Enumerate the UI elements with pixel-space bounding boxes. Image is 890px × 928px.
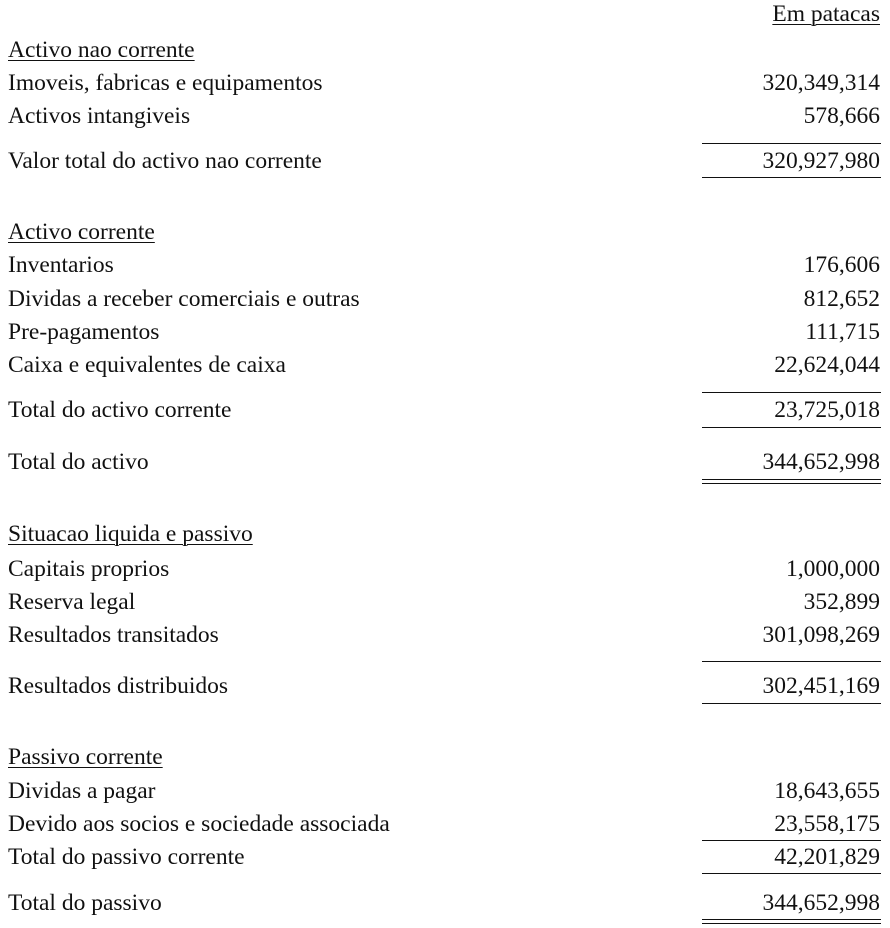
- subtotal-value: 320,927,980: [762, 148, 880, 174]
- subtotal-label: Resultados distribuidos: [8, 673, 228, 699]
- section-heading-current-assets: Activo corrente: [8, 219, 155, 245]
- line-item-label: Dividas a receber comerciais e outras: [8, 286, 360, 312]
- line-item-value: 176,606: [803, 252, 880, 278]
- subtotal-label: Total do passivo corrente: [8, 844, 245, 870]
- subtotal-value: 42,201,829: [774, 844, 880, 870]
- subtotal-rule: [702, 840, 881, 841]
- line-item-value: 301,098,269: [762, 622, 880, 648]
- line-item-value: 812,652: [803, 286, 880, 312]
- total-liabilities-value: 344,652,998: [762, 890, 880, 916]
- double-underline: [702, 479, 881, 484]
- line-item-label: Resultados transitados: [8, 622, 219, 648]
- subtotal-rule: [702, 392, 881, 393]
- total-liabilities-label: Total do passivo: [8, 890, 162, 916]
- line-item-label: Reserva legal: [8, 589, 136, 615]
- subtotal-rule: [702, 661, 881, 662]
- line-item-label: Pre-pagamentos: [8, 319, 160, 345]
- line-item-value: 111,715: [805, 319, 880, 345]
- line-item-value: 352,899: [803, 589, 880, 615]
- section-heading-non-current-assets: Activo nao corrente: [8, 37, 195, 63]
- total-assets-label: Total do activo: [8, 449, 149, 475]
- total-assets-value: 344,652,998: [762, 449, 880, 475]
- double-underline: [702, 919, 881, 924]
- line-item-value: 320,349,314: [762, 70, 880, 96]
- line-item-label: Capitais proprios: [8, 556, 170, 582]
- line-item-value: 18,643,655: [774, 778, 880, 804]
- subtotal-value: 23,725,018: [774, 397, 880, 423]
- line-item-label: Dividas a pagar: [8, 778, 156, 804]
- line-item-value: 578,666: [803, 103, 880, 129]
- line-item-label: Inventarios: [8, 252, 114, 278]
- subtotal-underline: [702, 703, 881, 704]
- section-heading-equity-liabilities: Situacao liquida e passivo: [8, 521, 253, 547]
- line-item-value: 1,000,000: [786, 556, 880, 582]
- subtotal-rule: [702, 143, 881, 144]
- currency-header: Em patacas: [772, 1, 880, 27]
- subtotal-underline: [702, 177, 881, 178]
- line-item-value: 23,558,175: [774, 811, 880, 837]
- section-heading-current-liabilities: Passivo corrente: [8, 744, 163, 770]
- line-item-label: Activos intangiveis: [8, 103, 191, 129]
- subtotal-value: 302,451,169: [762, 673, 880, 699]
- subtotal-label: Total do activo corrente: [8, 397, 232, 423]
- subtotal-underline: [702, 427, 881, 428]
- line-item-label: Caixa e equivalentes de caixa: [8, 352, 286, 378]
- line-item-label: Imoveis, fabricas e equipamentos: [8, 70, 323, 96]
- subtotal-underline: [702, 873, 881, 874]
- line-item-value: 22,624,044: [774, 352, 880, 378]
- subtotal-label: Valor total do activo nao corrente: [8, 148, 322, 174]
- line-item-label: Devido aos socios e sociedade associada: [8, 811, 390, 837]
